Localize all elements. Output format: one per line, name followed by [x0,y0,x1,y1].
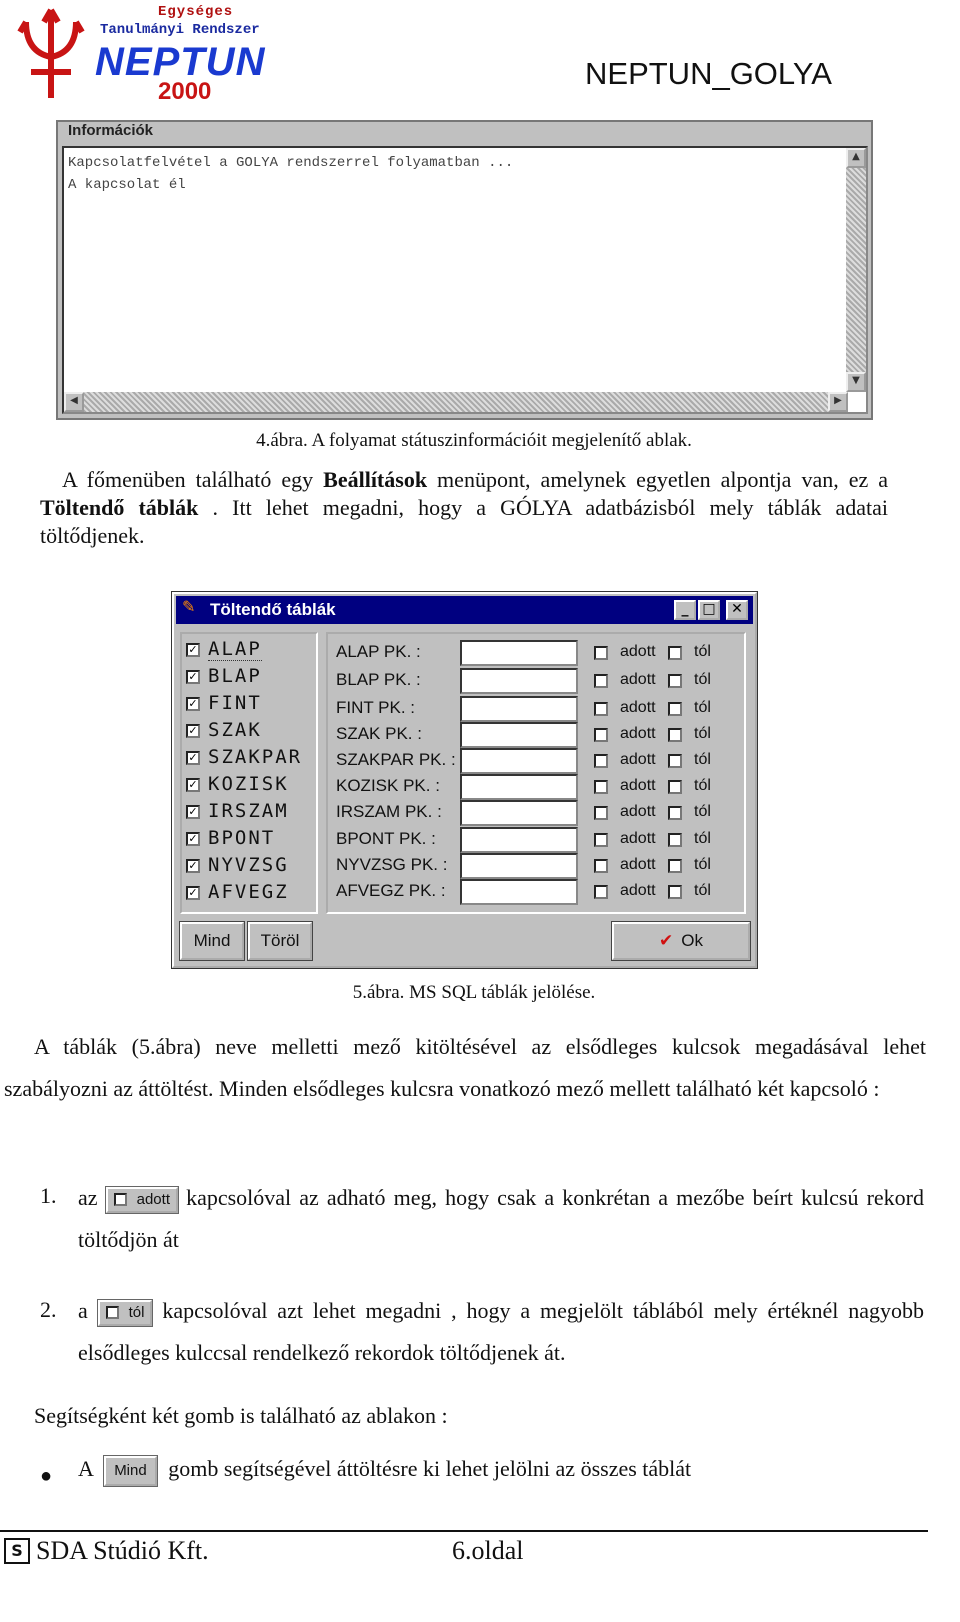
adott-checkbox[interactable] [594,754,608,768]
submenu-name: Töltendő táblák [40,495,199,520]
minimize-icon[interactable]: _ [674,600,696,620]
pk-label: FINT PK. : [336,698,416,717]
adott-label: adott [620,643,656,660]
adott-label: adott [620,671,656,688]
adott-label: adott [620,856,656,873]
table-checkbox[interactable]: ✓ [186,643,200,657]
table-name: ALAP [208,638,262,660]
footer-company: SDA Stúdió Kft. [36,1536,209,1565]
text: az [78,1185,98,1210]
company-logo-icon: S [4,1538,30,1564]
pk-label: NYVZSG PK. : [336,855,448,874]
tol-toggle-sample [98,1300,153,1326]
wand-icon: ✎ [182,599,196,616]
pk-panel [326,632,746,914]
checkbox-icon [106,1306,119,1319]
tol-label: tól [694,856,711,873]
logo-name: NEPTUN [95,40,266,84]
tol-checkbox[interactable] [668,674,682,688]
pk-label: BLAP PK. : [336,670,421,689]
pk-label: SZAKPAR PK. : [336,750,456,769]
adott-label: adott [620,777,656,794]
text: A főmenüben található egy [62,467,324,492]
adott-checkbox[interactable] [594,859,608,873]
footer-rule [0,1530,928,1532]
menu-name: Beállítások [323,467,428,492]
table-name: IRSZAM [208,800,289,822]
table-checkbox[interactable]: ✓ [186,697,200,711]
tol-checkbox[interactable] [668,646,682,660]
tables-list-panel [180,632,318,914]
tol-checkbox[interactable] [668,728,682,742]
mind-button-sample: Mind [104,1456,157,1486]
checkbox-icon [114,1193,127,1206]
text: . Itt lehet megadni, hogy a GÓLYA adatbázisból mely táblák adatai töltődjenek. [40,495,888,548]
tol-checkbox[interactable] [668,859,682,873]
paragraph-2: A táblák (5.ábra) neve melletti mező kitöltésével az elsődleges kulcsok megadásával lehet szabályozni az áttöltést. Minden elsődleges kulcsra vonatkozó mező mellett található két kapcsoló : [4,1034,926,1101]
checkmark-icon: ✔ [659,931,674,951]
table-name: AFVEGZ [208,881,289,903]
ok-button[interactable] [612,922,750,960]
pk-label: AFVEGZ PK. : [336,881,446,900]
table-name: SZAK [208,719,262,741]
clear-button[interactable]: Töröl [248,922,312,960]
table-checkbox[interactable]: ✓ [186,805,200,819]
tol-label: tól [694,671,711,688]
tol-checkbox[interactable] [668,702,682,716]
trident-icon [6,2,96,102]
toggle-label: tól [128,1303,145,1321]
scroll-left-icon[interactable]: ◀ [64,392,84,412]
adott-label: adott [620,751,656,768]
table-checkbox[interactable]: ✓ [186,670,200,684]
horizontal-scrollbar[interactable] [64,392,848,412]
scroll-down-icon[interactable]: ▼ [846,372,866,392]
adott-toggle-sample [106,1187,178,1213]
adott-checkbox[interactable] [594,728,608,742]
tol-label: tól [694,882,711,899]
vertical-scrollbar[interactable] [846,148,866,392]
adott-checkbox[interactable] [594,885,608,899]
adott-label: adott [620,882,656,899]
tol-label: tól [694,751,711,768]
pk-input[interactable] [460,879,578,905]
pk-label: IRSZAM PK. : [336,802,442,821]
tol-label: tól [694,699,711,716]
paragraph-1 [40,466,888,550]
tol-label: tól [694,777,711,794]
tol-checkbox[interactable] [668,833,682,847]
table-name: KOZISK [208,773,289,795]
list-item [78,1177,924,1261]
info-window [56,120,873,420]
table-name: FINT [208,692,262,714]
text: kapcsolóval azt lehet megadni , hogy a megjelölt táblából mely értéknél nagyobb elsődleges kulccsal rendelkező rekordok töltődjenek át. [78,1298,924,1365]
pk-input[interactable] [460,722,578,748]
logo-line2: Tanulmányi Rendszer [100,22,260,38]
tol-label: tól [694,725,711,742]
table-name: SZAKPAR [208,746,303,768]
tol-label: tól [694,643,711,660]
scroll-right-icon[interactable]: ▶ [828,392,848,412]
table-checkbox[interactable]: ✓ [186,859,200,873]
tol-checkbox[interactable] [668,754,682,768]
pk-input[interactable] [460,748,578,774]
close-icon[interactable]: ✕ [726,600,748,620]
figure4-caption: 4.ábra. A folyamat státuszinformációit megjelenítő ablak. [256,430,692,451]
adott-label: adott [620,830,656,847]
pk-label: ALAP PK. : [336,642,421,661]
pk-input[interactable] [460,668,578,694]
pk-input[interactable] [460,640,578,666]
adott-checkbox[interactable] [594,674,608,688]
text: kapcsolóval az adható meg, hogy csak a konkrétan a mezőbe beírt kulcsú rekord töltődjön át [78,1185,924,1252]
list-item [78,1290,924,1374]
maximize-icon[interactable]: □ [698,600,720,620]
info-window-title: Információk [68,122,154,139]
dialog-title: Töltendő táblák [210,600,336,619]
adott-checkbox[interactable] [594,646,608,660]
logo-year: 2000 [158,78,212,105]
adott-checkbox[interactable] [594,806,608,820]
table-checkbox[interactable]: ✓ [186,751,200,765]
adott-checkbox[interactable] [594,833,608,847]
tol-checkbox[interactable] [668,885,682,899]
logo-line1: Egységes [158,4,234,20]
footer-page: 6.oldal [452,1536,524,1565]
tol-label: tól [694,803,711,820]
scroll-up-icon[interactable]: ▲ [846,148,866,168]
pk-label: KOZISK PK. : [336,776,440,795]
table-name: NYVZSG [208,854,289,876]
pk-input[interactable] [460,696,578,722]
info-line: A kapcsolat él [68,177,186,193]
info-textarea[interactable] [62,146,868,414]
pk-input[interactable] [460,853,578,879]
table-checkbox[interactable]: ✓ [186,832,200,846]
info-line: Kapcsolatfelvétel a GOLYA rendszerrel folyamatban ... [68,155,514,171]
document-title: NEPTUN_GOLYA [585,56,832,91]
list-number: 2. [40,1297,57,1322]
adott-label: adott [620,699,656,716]
tol-label: tól [694,830,711,847]
bullet-icon: ● [40,1465,53,1487]
adott-checkbox[interactable] [594,702,608,716]
adott-checkbox[interactable] [594,780,608,794]
table-checkbox[interactable]: ✓ [186,778,200,792]
dialog-titlebar[interactable] [176,596,753,624]
text: a [78,1298,88,1323]
toggle-label: adott [136,1190,170,1208]
text: A [78,1456,93,1481]
adott-label: adott [620,725,656,742]
pk-input[interactable] [460,800,578,826]
all-button[interactable]: Mind [180,922,244,960]
pk-input[interactable] [460,774,578,800]
pk-input[interactable] [460,827,578,853]
adott-label: adott [620,803,656,820]
tol-checkbox[interactable] [668,780,682,794]
figure5-caption: 5.ábra. MS SQL táblák jelölése. [352,982,596,1003]
table-name: BPONT [208,827,276,849]
table-checkbox[interactable]: ✓ [186,724,200,738]
table-checkbox[interactable]: ✓ [186,886,200,900]
tol-checkbox[interactable] [668,806,682,820]
ok-label: Ok [681,931,703,950]
bullet-item [78,1444,691,1494]
text: menüpont, amelynek egyetlen alpontja van, ez a [427,467,889,492]
pk-label: SZAK PK. : [336,724,422,743]
tables-dialog [172,592,757,968]
table-name: BLAP [208,665,262,687]
paragraph-3: Segítségként két gomb is található az ablakon : [34,1403,448,1428]
pk-label: BPONT PK. : [336,829,436,848]
text: gomb segítségével áttöltésre ki lehet jelölni az összes táblát [168,1456,692,1481]
list-number: 1. [40,1183,57,1208]
